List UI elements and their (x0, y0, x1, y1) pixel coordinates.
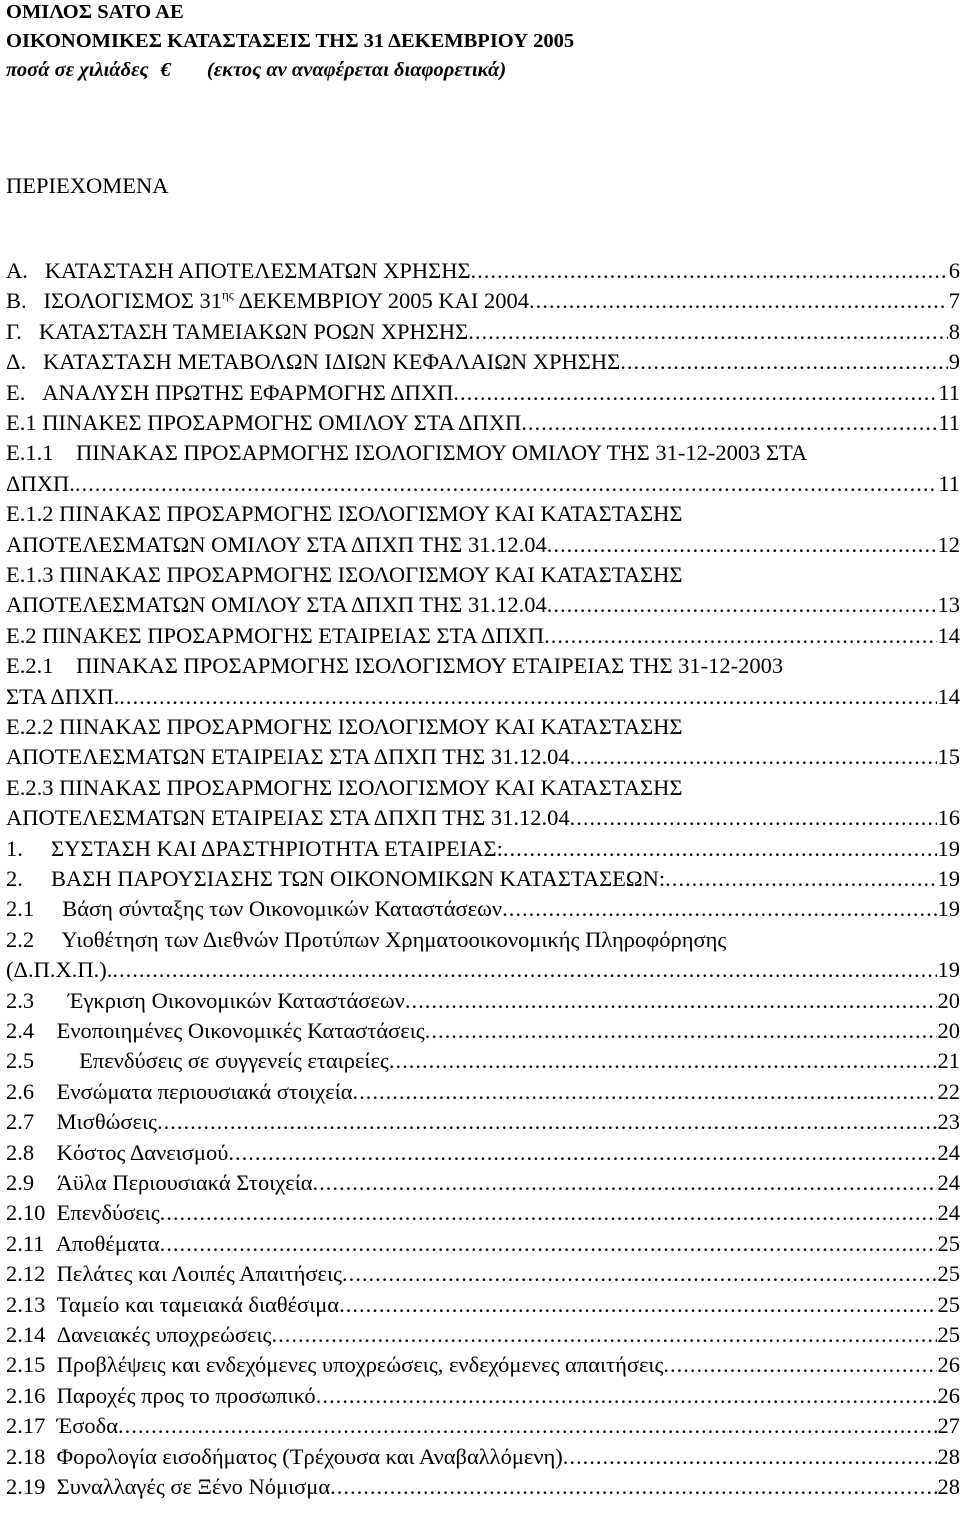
toc-entry-spacing (45, 1229, 56, 1259)
toc-entry[interactable] (6, 986, 960, 1016)
toc-entry-number: Ε.1.1 (6, 440, 54, 466)
dot-leader (663, 1350, 936, 1380)
toc-entry[interactable] (6, 1168, 960, 1198)
toc-entry-spacing (34, 894, 62, 924)
company-name: ΟΜΙΛΟΣ SATO AE (6, 1, 184, 23)
toc-entry-page: 25 (937, 1230, 960, 1256)
dot-leader (503, 834, 937, 864)
toc-entry-number: Ε.2.2 (6, 714, 54, 739)
toc-entry-spacing (34, 986, 68, 1016)
dot-leader (665, 864, 936, 894)
toc-entry-page: 24 (937, 1139, 960, 1165)
dot-leader (313, 1168, 937, 1198)
toc-entry-spacing (45, 1442, 56, 1472)
dot-leader (316, 1381, 937, 1411)
toc-entry-spacing (45, 1198, 56, 1228)
toc-entry[interactable] (6, 499, 960, 560)
dot-leader (330, 1472, 936, 1502)
toc-entry-title-line1: ΠΙΝΑΚΑΣ ΠΡΟΣΑΡΜΟΓΗΣ ΙΣΟΛΟΓΙΣΜΟΥ ΚΑΙ ΚΑΤΑΣΤΑΣΗΣ (59, 714, 683, 739)
toc-entry[interactable] (6, 438, 960, 499)
toc-entry-page: 26 (937, 1382, 960, 1408)
toc-entry-spacing (54, 653, 77, 678)
dot-leader (353, 1077, 937, 1107)
dot-leader (160, 1229, 937, 1259)
toc-entry-page: 26 (937, 1352, 960, 1378)
toc-entry-spacing (45, 1320, 56, 1350)
toc-entry-page: 19 (937, 835, 960, 861)
toc-entry[interactable] (6, 712, 960, 773)
toc-entry[interactable] (6, 773, 960, 834)
toc-entry-title: ΣΥΣΤΑΣΗ ΚΑΙ ΔΡΑΣΤΗΡΙΟΤΗΤΑ ΕΤΑΙΡΕΙΑΣ: (51, 835, 503, 861)
dot-leader (544, 621, 936, 651)
toc-entry-number: Α. (6, 258, 28, 283)
toc-entry[interactable] (6, 1381, 960, 1411)
toc-entry-page: 22 (937, 1078, 960, 1104)
dot-leader (521, 408, 937, 438)
toc-entry-number: 2.3 (6, 987, 35, 1013)
toc-entry[interactable] (6, 317, 960, 347)
toc-entry[interactable] (6, 651, 960, 712)
currency-symbol: € (160, 59, 171, 81)
toc-entry-page: 11 (938, 470, 960, 496)
dot-leader (570, 742, 937, 772)
toc-entry-title: Επενδύσεις σε συγγενείς εταιρείες (79, 1048, 389, 1074)
toc-entry-spacing (45, 1259, 56, 1289)
toc-entry-page: 8 (948, 318, 960, 344)
toc-entry-page: 11 (938, 410, 960, 435)
toc-entry-title: ΑΠΟΤΕΛΕΣΜΑΤΩΝ ΕΤΑΙΡΕΙΑΣ ΣΤΑ ΔΠΧΠ ΤΗΣ 31.12.04 (6, 805, 570, 831)
amounts-note (6, 58, 506, 82)
toc-entry-title-line1: ΠΙΝΑΚΑΣ ΠΡΟΣΑΡΜΟΓΗΣ ΙΣΟΛΟΓΙΣΜΟΥ ΕΤΑΙΡΕΙΑΣ ΤΗΣ 31-12-2003 (76, 653, 784, 679)
toc-entry-title: ΑΠΟΤΕΛΕΣΜΑΤΩΝ ΟΜΙΛΟΥ ΣΤΑ ΔΠΧΠ ΤΗΣ 31.12.04 (6, 531, 547, 557)
toc-entry-page: 6 (948, 258, 960, 283)
toc-entry-title: ΣΤΑ ΔΠΧΠ. (6, 683, 120, 709)
toc-entry[interactable] (6, 1350, 960, 1380)
dot-leader (468, 317, 948, 347)
toc-entry-number: Β. (6, 288, 27, 314)
toc-entry-page: 24 (937, 1200, 960, 1226)
toc-entry-page: 24 (937, 1170, 960, 1195)
toc-entry-page: 27 (937, 1413, 960, 1439)
toc-entry[interactable] (6, 925, 960, 986)
toc-entry-title: ΠΙΝΑΚΕΣ ΠΡΟΣΑΡΜΟΓΗΣ ΕΤΑΙΡΕΙΑΣ ΣΤΑ ΔΠΧΠ (42, 622, 545, 648)
toc-entry-page: 25 (937, 1261, 960, 1287)
toc-entry-spacing (27, 286, 44, 316)
toc-entry[interactable] (6, 1046, 960, 1076)
toc-entry-page: 11 (938, 379, 960, 405)
toc-entry-page: 28 (937, 1474, 960, 1499)
toc-entry-title: ΠΙΝΑΚΕΣ ΠΡΟΣΑΡΜΟΓΗΣ ΟΜΙΛΟΥ ΣΤΑ ΔΠΧΠ (42, 410, 522, 435)
toc-entry-spacing (34, 1077, 57, 1107)
ordinal-suffix: ης (222, 287, 234, 303)
toc-entry-spacing (25, 378, 42, 408)
toc-entry-title: Επενδύσεις (56, 1200, 160, 1226)
toc-entry-spacing (26, 347, 43, 377)
toc-entry[interactable] (6, 1077, 960, 1107)
toc-entry-title: Άϋλα Περιουσιακά Στοιχεία (56, 1170, 313, 1195)
toc-entry-spacing (34, 1107, 57, 1137)
toc-entry[interactable] (6, 286, 960, 316)
toc-entry-spacing (23, 834, 51, 864)
dot-leader (160, 1198, 937, 1228)
toc-entry-title: Έγκριση Οικονομικών Καταστάσεων (67, 987, 405, 1013)
dot-leader (342, 1259, 937, 1289)
toc-entry[interactable] (6, 408, 960, 438)
toc-entry-title: Έσοδα (56, 1413, 119, 1439)
dot-leader (119, 682, 936, 712)
toc-entry-number: Ε.2.1 (6, 653, 54, 679)
dot-leader (547, 530, 937, 560)
toc-entry-title-part: ΙΣΟΛΟΓΙΣΜΟΣ 31 (43, 288, 222, 314)
toc-entry-title-part: ΔΕΚΕΜΒΡΙΟΥ 2005 ΚΑΙ 2004 (233, 288, 529, 314)
dot-leader (271, 1320, 936, 1350)
toc-entry-title: Πελάτες και Λοιπές Απαιτήσεις (56, 1261, 342, 1287)
toc-entry-number: 2.14 (6, 1322, 46, 1347)
toc-entry-number: 2.12 (6, 1261, 46, 1287)
toc-entry-title-line1: ΠΙΝΑΚΑΣ ΠΡΟΣΑΡΜΟΓΗΣ ΙΣΟΛΟΓΙΣΜΟΥ ΚΑΙ ΚΑΤΑΣΤΑΣΗΣ (59, 562, 683, 587)
toc-entry[interactable] (6, 1138, 960, 1168)
toc-entry-number: 2.16 (6, 1382, 46, 1408)
toc-entry-number: 2.2 (6, 926, 35, 952)
toc-entry-title: Βάση σύνταξης των Οικονομικών Καταστάσεων (62, 896, 503, 922)
toc-entry-title: ΚΑΤΑΣΤΑΣΗ ΜΕΤΑΒΟΛΩΝ ΙΔΙΩΝ ΚΕΦΑΛΑΙΩΝ ΧΡΗΣΗΣ (42, 349, 621, 375)
toc-entry-page: 19 (937, 866, 960, 891)
toc-entry-title-line1: ΠΙΝΑΚΑΣ ΠΡΟΣΑΡΜΟΓΗΣ ΙΣΟΛΟΓΙΣΜΟΥ ΚΑΙ ΚΑΤΑΣΤΑΣΗΣ (59, 501, 683, 527)
toc-entry-spacing (34, 1016, 57, 1046)
toc-entry-page: 21 (937, 1048, 960, 1074)
toc-entry-title-line1: Υιοθέτηση των Διεθνών Προτύπων Χρηματοοικονομικής Πληροφόρησης (61, 926, 727, 952)
toc-entry-spacing (34, 927, 61, 952)
toc-entry-page: 23 (937, 1109, 960, 1135)
toc-entry-title: ΑΠΟΤΕΛΕΣΜΑΤΩΝ ΟΜΙΛΟΥ ΣΤΑ ΔΠΧΠ ΤΗΣ 31.12.04 (6, 592, 547, 618)
toc-entry-number: Ε.1.2 (6, 501, 54, 527)
toc-entry-page: 12 (937, 531, 960, 557)
dot-leader (425, 1016, 937, 1046)
toc-entry-number: Δ. (6, 349, 27, 375)
toc-entry-page: 9 (948, 349, 960, 375)
toc-entry-title: Ταμείο και ταμειακά διαθέσιμα (56, 1291, 340, 1317)
toc-entry-title: Συναλλαγές σε Ξένο Νόμισμα (56, 1474, 331, 1499)
toc-entry-spacing (34, 1168, 57, 1198)
toc-entry-title: ΒΑΣΗ ΠΑΡΟΥΣΙΑΣΗΣ ΤΩΝ ΟΙΚΟΝΟΜΙΚΩΝ ΚΑΤΑΣΤΑΣΕΩΝ: (51, 866, 666, 891)
toc-entry-title: Αποθέματα (55, 1230, 160, 1256)
dot-leader (547, 590, 937, 620)
amounts-exception-note: (εκτος αν αναφέρεται διαφορετικά) (206, 59, 507, 81)
toc-entry-number: 2.15 (6, 1352, 46, 1378)
dot-leader (471, 256, 948, 286)
toc-entry-spacing (34, 1138, 57, 1168)
toc-entry-number: 2.4 (6, 1018, 35, 1043)
toc-entry[interactable] (6, 1320, 960, 1350)
dot-leader (502, 894, 936, 924)
dot-leader (112, 955, 936, 985)
toc-entry-number: 2.11 (6, 1230, 45, 1256)
toc-entry-page: 19 (937, 896, 960, 922)
toc-entry-spacing (45, 1381, 56, 1411)
dot-leader (620, 347, 948, 377)
toc-entry-title: Ενοποιημένες Οικονομικές Καταστάσεις (56, 1018, 425, 1043)
toc-entry[interactable] (6, 1229, 960, 1259)
toc-entry[interactable] (6, 864, 960, 894)
toc-entry-title: Παροχές προς το προσωπικό (56, 1382, 316, 1408)
toc-entry-spacing (45, 1411, 56, 1441)
toc-entry[interactable] (6, 894, 960, 924)
toc-entry-page: 25 (937, 1291, 960, 1317)
toc-entry-title: ΚΑΤΑΣΤΑΣΗ ΤΑΜΕΙΑΚΩΝ ΡΟΩΝ ΧΡΗΣΗΣ (38, 318, 469, 344)
toc-entry-number: 2.18 (6, 1443, 46, 1469)
toc-entry[interactable] (6, 1290, 960, 1320)
toc-entry-page: 28 (937, 1443, 960, 1469)
toc-title: ΠΕΡΙΕΧΟΜΕΝΑ (6, 173, 169, 198)
document-title: ΟΙΚΟΝΟΜΙΚΕΣ ΚΑΤΑΣΤΑΣΕΙΣ ΤΗΣ 31 ΔΕΚΕΜΒΡΙΟΥ 2005 (6, 30, 575, 52)
toc-entry-title: ΑΠΟΤΕΛΕΣΜΑΤΩΝ ΕΤΑΙΡΕΙΑΣ ΣΤΑ ΔΠΧΠ ΤΗΣ 31.12.04 (6, 744, 570, 770)
toc-entry-title: ΚΑΤΑΣΤΑΣΗ ΑΠΟΤΕΛΕΣΜΑΤΩΝ ΧΡΗΣΗΣ (44, 258, 471, 283)
dot-leader (529, 286, 948, 316)
toc-entry-title-line1: ΠΙΝΑΚΑΣ ΠΡΟΣΑΡΜΟΓΗΣ ΙΣΟΛΟΓΙΣΜΟΥ ΚΑΙ ΚΑΤΑΣΤΑΣΗΣ (59, 774, 683, 800)
toc-entry-page: 20 (937, 1018, 960, 1043)
toc-entry-spacing (34, 1046, 79, 1076)
toc-entry-page: 16 (937, 805, 960, 831)
toc-entry-number: 2.1 (6, 896, 35, 922)
toc-entry-number: Ε.2 (6, 622, 37, 648)
toc-entry-page: 14 (937, 622, 960, 648)
toc-entry-number: Ε. (6, 379, 26, 405)
dot-leader (389, 1046, 937, 1076)
dot-leader (563, 1442, 937, 1472)
toc-entry-number: 2.9 (6, 1170, 35, 1195)
toc-entry-title: ΔΠΧΠ. (6, 470, 75, 496)
toc-entry-page: 19 (937, 957, 960, 983)
toc-entry[interactable] (6, 256, 960, 286)
toc-entry-spacing (45, 1350, 56, 1380)
toc-entry-number: 2.7 (6, 1109, 35, 1135)
toc-entry[interactable] (6, 347, 960, 377)
toc-entry-number: Γ. (6, 318, 22, 344)
toc-entry-spacing (45, 1472, 56, 1502)
toc-entry-spacing (54, 440, 77, 465)
toc-entry-number: 2.8 (6, 1139, 35, 1165)
dot-leader (157, 1107, 937, 1137)
toc-entry-number: 2.13 (6, 1291, 46, 1317)
toc-entry-number: 2.6 (6, 1078, 35, 1104)
toc-entry-page: 7 (948, 288, 960, 314)
toc-entry-page: 13 (937, 592, 960, 618)
toc-entry[interactable] (6, 378, 960, 408)
dot-leader (339, 1290, 936, 1320)
toc-entry-title: Ενσώματα περιουσιακά στοιχεία (56, 1078, 353, 1104)
toc-entry[interactable] (6, 560, 960, 621)
dot-leader (405, 986, 937, 1016)
toc-entry-title: Φορολογία εισοδήματος (Τρέχουσα και Αναβαλλόμενη) (56, 1443, 563, 1469)
toc-entry-page: 25 (937, 1322, 960, 1347)
dot-leader (75, 469, 937, 499)
toc-entry-title: Μισθώσεις (56, 1109, 157, 1135)
toc-entry-title: Δανειακές υποχρεώσεις (56, 1322, 272, 1347)
toc-entry-number: 2.17 (6, 1413, 46, 1439)
toc-entry[interactable] (6, 834, 960, 864)
toc-entry-number: 2.10 (6, 1200, 46, 1226)
toc-entry-spacing (22, 317, 39, 347)
toc-entry-number: 2.5 (6, 1048, 35, 1074)
toc-entry-spacing (28, 256, 45, 286)
toc-entry[interactable] (6, 1198, 960, 1228)
toc-entry[interactable] (6, 1411, 960, 1441)
dot-leader (570, 803, 937, 833)
toc-entry-spacing (45, 1290, 56, 1320)
toc-entry-number: Ε.2.3 (6, 774, 54, 800)
toc-entry-number: Ε.1.3 (6, 562, 54, 587)
toc-entry[interactable] (6, 1016, 960, 1046)
toc-entry-title: (Δ.Π.Χ.Π.). (6, 957, 113, 983)
toc-entry[interactable] (6, 1107, 960, 1137)
toc-entry-spacing (23, 864, 51, 894)
toc-entry-number: 2. (6, 866, 23, 891)
toc-entry-title: Προβλέψεις και ενδεχόμενες υποχρεώσεις, ενδεχόμενες απαιτήσεις (56, 1352, 664, 1378)
toc-entry[interactable] (6, 1259, 960, 1289)
toc-entry-title: ΑΝΑΛΥΣΗ ΠΡΩΤΗΣ ΕΦΑΡΜΟΓΗΣ ΔΠΧΠ (42, 379, 454, 405)
dot-leader (453, 378, 937, 408)
toc-entry-title (44, 286, 529, 316)
toc-entry-page: 20 (937, 987, 960, 1013)
toc-entry-title-line1: ΠΙΝΑΚΑΣ ΠΡΟΣΑΡΜΟΓΗΣ ΙΣΟΛΟΓΙΣΜΟΥ ΟΜΙΛΟΥ ΤΗΣ 31-12-2003 ΣΤΑ (76, 440, 808, 466)
toc-entry-title: Κόστος Δανεισμού (56, 1139, 229, 1165)
dot-leader (228, 1138, 936, 1168)
toc-entry-page: 15 (937, 744, 960, 770)
toc-entry[interactable] (6, 621, 960, 651)
toc-entry-number: Ε.1 (6, 410, 37, 435)
toc-entry-page: 14 (937, 683, 960, 709)
dot-leader (118, 1411, 936, 1441)
toc-entry[interactable] (6, 1442, 960, 1472)
toc-entry-number: 2.19 (6, 1474, 46, 1499)
toc-entry-number: 1. (6, 835, 23, 861)
toc-entry[interactable] (6, 1472, 960, 1502)
amounts-unit: ποσά σε χιλιάδες (6, 59, 149, 81)
